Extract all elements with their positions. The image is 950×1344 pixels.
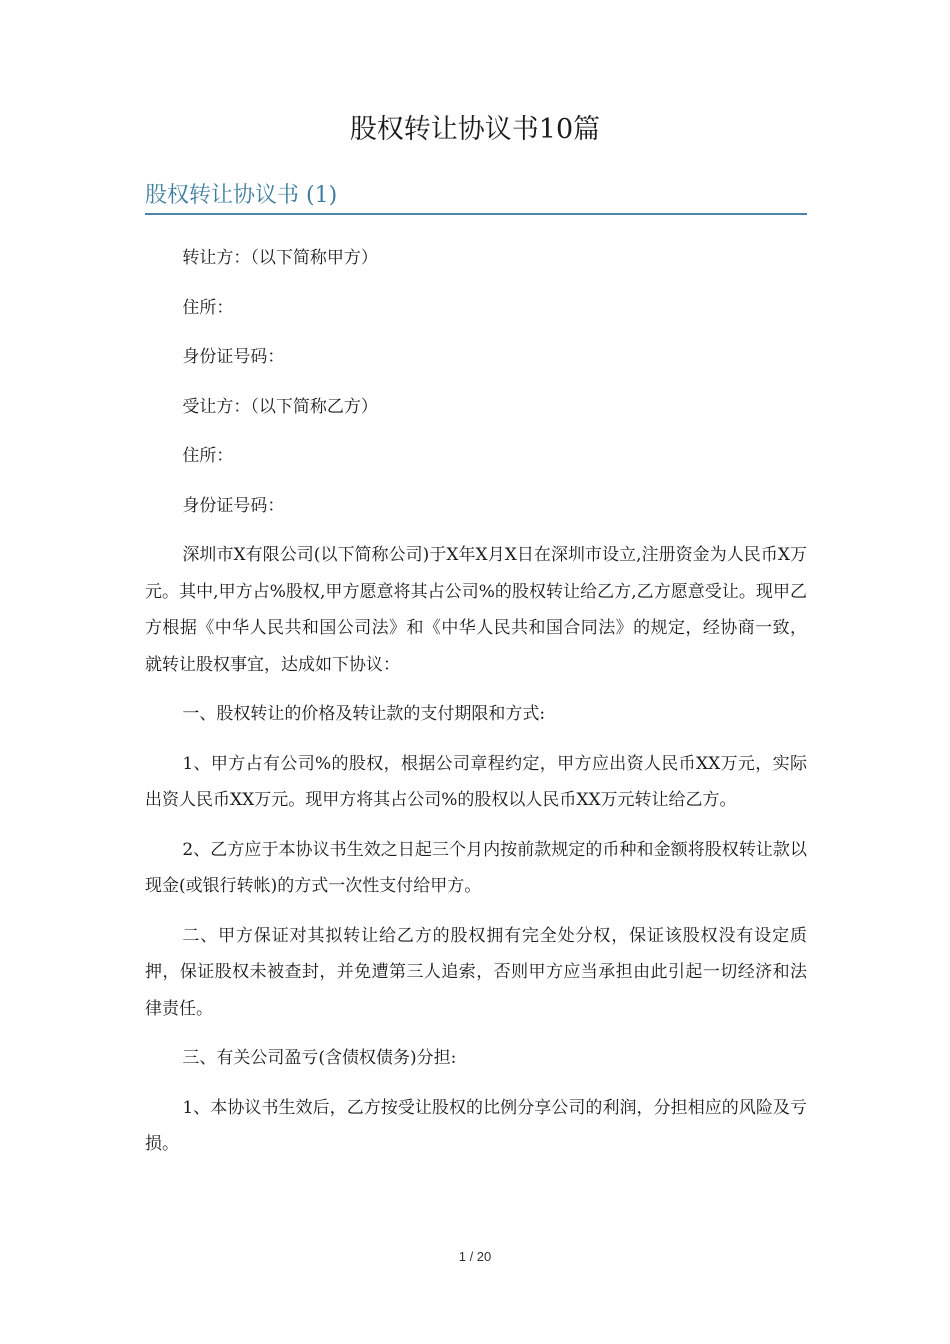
paragraph-transferor-address: 住所： [182,297,234,318]
paragraph-clause-3: 三、有关公司盈亏(含债权债务)分担: [182,1048,457,1068]
document-title: 股权转让协议书10篇 [349,114,601,145]
paragraph-transferee: 受让方：（以下简称乙方） [182,396,378,417]
section-heading: 股权转让协议书 (1) [145,180,807,215]
paragraph-clause-1-1: 1、甲方占有公司%的股权，根据公司章程约定，甲方应出资人民币XX万元，实际出资人民币XX万元。现甲方将其占公司%的股权以人民币XX万元转让给乙方。 [145,753,807,810]
page-number: 1 / 20 [458,1249,492,1264]
paragraph-transferee-address: 住所： [182,446,234,466]
paragraph-transferee-id: 身份证号码： [182,495,285,516]
paragraph-clause-3-1: 1、本协议书生效后，乙方按受让股权的比例分享公司的利润，分担相应的风险及亏损。 [145,1097,807,1154]
paragraph-clause-1-2: 2、乙方应于本协议书生效之日起三个月内按前款规定的币种和金额将股权转让款以现金(或银行转帐)的方式一次性支付给甲方。 [145,839,807,896]
paragraph-clause-1: 一、股权转让的价格及转让款的支付期限和方式: [182,704,546,724]
paragraph-clause-2: 二、甲方保证对其拟转让给乙方的股权拥有完全处分权，保证该股权没有设定质押，保证股权未被查封，并免遭第三人追索，否则甲方应当承担由此引起一切经济和法律责任。 [145,925,807,1019]
paragraph-transferor-id: 身份证号码： [182,347,285,367]
paragraph-background: 深圳市X有限公司(以下简称公司)于X年X月X日在深圳市设立,注册资金为人民币X万元。其中,甲方占%股权,甲方愿意将其占公司%的股权转让给乙方,乙方愿意受让。现甲乙方根据《中华人民共和国公司法》和《中华人民共和国合同法》的规定，经协商一致，就转让股权事宜，达成如下协议： [145,545,807,675]
document-body [145,240,807,1176]
paragraph-transferor: 转让方：（以下简称甲方） [182,248,378,268]
